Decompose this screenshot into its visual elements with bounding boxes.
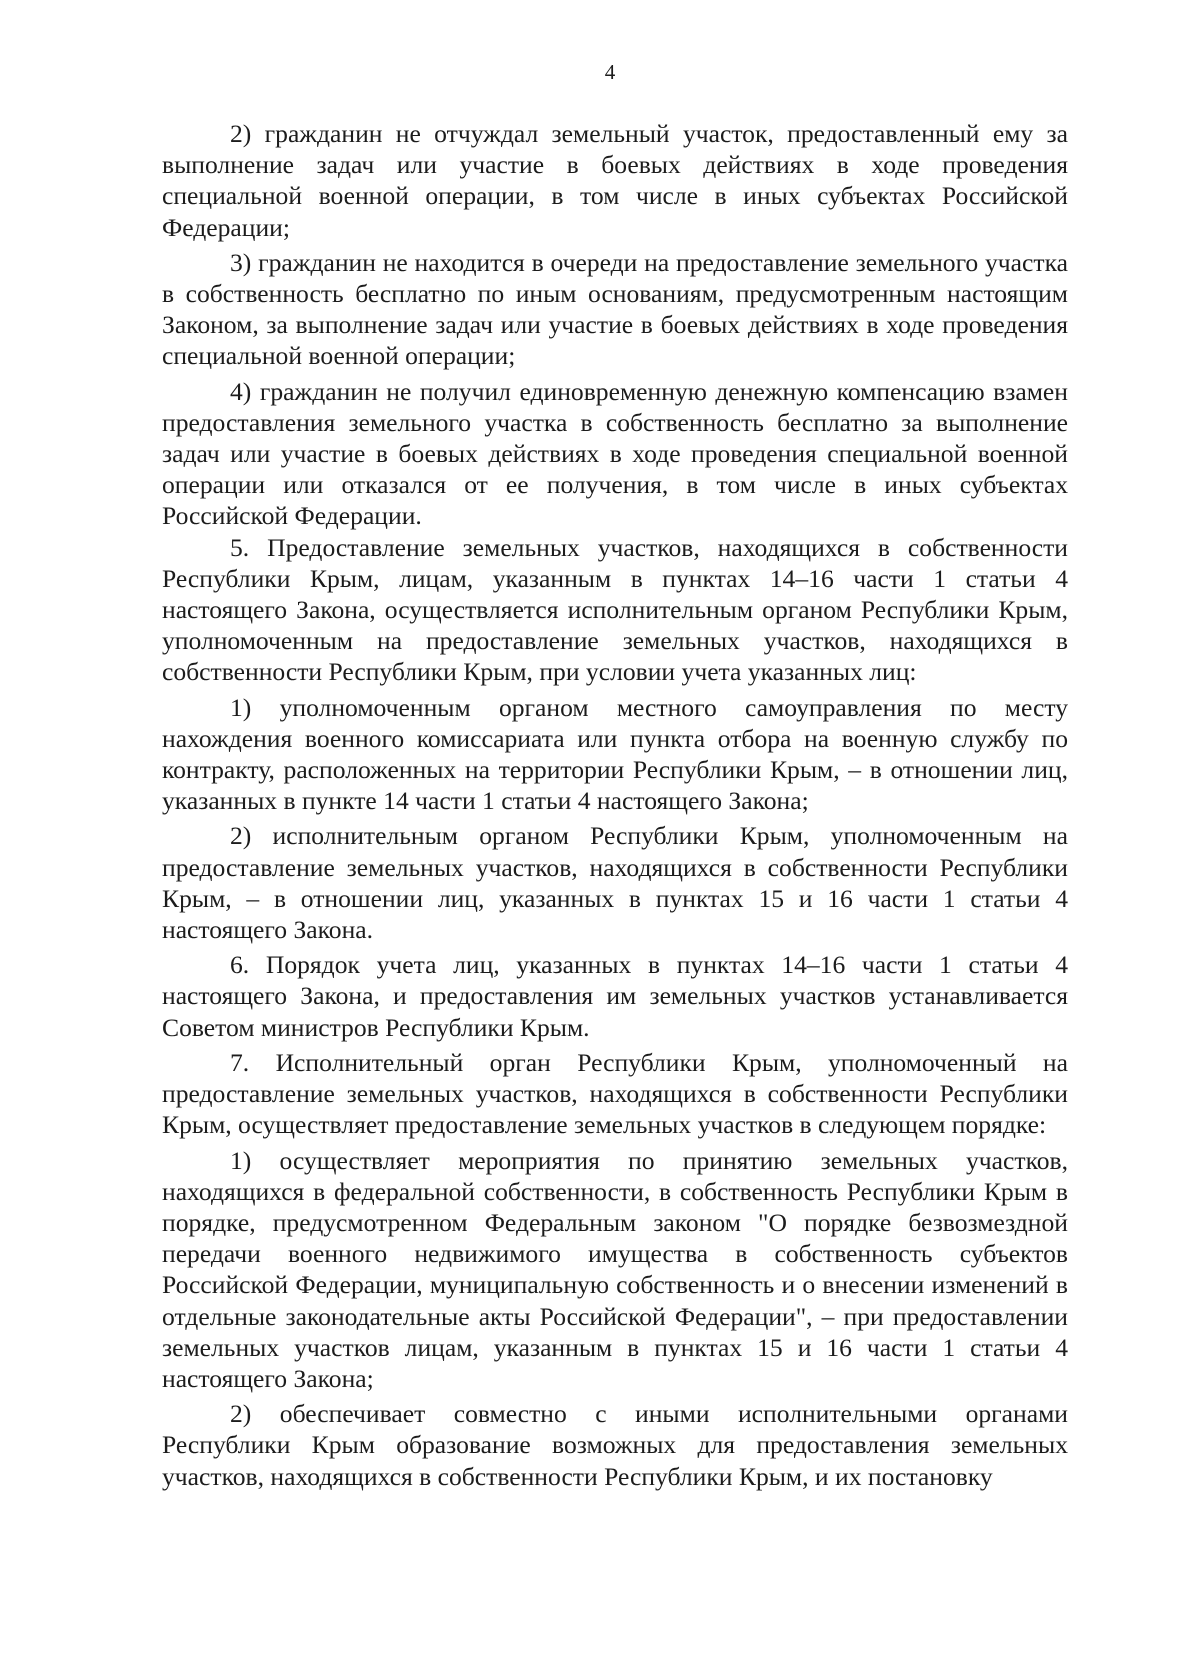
paragraph-item-2: 2) гражданин не отчуждал земельный участок, предоставленный ему за выполнение задач или участие в боевых действиях в ходе проведения специальной военной операции, в том числе в иных субъектах Российской Федерации; [162, 119, 1068, 242]
paragraph-clause-7-item-1: 1) осуществляет мероприятия по принятию земельных участков, находящихся в федеральной собственности, в собственность Республики Крым в порядке, предусмотренном Федеральным законом "О порядке безвозмездной передачи военного недвижимого имущества в собственность субъектов Российской Федерации, муниципальную собственность и о внесении изменений в отдельные законодательные акты Российской Федерации", – при предоставлении земельных участков лицам, указанным в пунктах 15 и 16 части 1 статьи 4 настоящего Закона; [162, 1145, 1068, 1393]
paragraph-clause-5-item-2: 2) исполнительным органом Республики Крым, уполномоченным на предоставление земельных участков, находящихся в собственности Республики Крым, – в отношении лиц, указанных в пунктах 15 и 16 части 1 статьи 4 настоящего Закона. [162, 821, 1068, 945]
paragraph-item-3: 3) гражданин не находится в очереди на предоставление земельного участка в собственность бесплатно по иным основаниям, предусмотренным настоящим Законом, за выполнение задач или участие в боевых действиях в ходе проведения специальной военной операции; [162, 247, 1068, 371]
paragraph-clause-5: 5. Предоставление земельных участков, находящихся в собственности Республики Крым, лицам, указанным в пунктах 14–16 части 1 статьи 4 настоящего Закона, осуществляется исполнительным органом Республики Крым, уполномоченным на предоставление земельных участков, находящихся в собственности Республики Крым, при условии учета указанных лиц: [162, 532, 1068, 687]
paragraph-clause-7: 7. Исполнительный орган Республики Крым, уполномоченный на предоставление земельных участков, находящихся в собственности Республики Крым, осуществляет предоставление земельных участков в следующем порядке: [162, 1047, 1068, 1140]
page-number: 4 [604, 60, 616, 84]
paragraph-clause-6: 6. Порядок учета лиц, указанных в пунктах 14–16 части 1 статьи 4 настоящего Закона, и предоставления им земельных участков устанавливается Советом министров Республики Крым. [162, 950, 1068, 1042]
document-body [162, 118, 1068, 1492]
paragraph-item-4: 4) гражданин не получил единовременную денежную компенсацию взамен предоставления земельного участка в собственность бесплатно за выполнение задач или участие в боевых действиях в ходе проведения специальной военной операции или отказался от ее получения, в том числе в иных субъектах Российской Федерации. [162, 376, 1068, 531]
paragraph-clause-5-item-1: 1) уполномоченным органом местного самоуправления по месту нахождения военного комиссариата или пункта отбора на военную службу по контракту, расположенных на территории Республики Крым, – в отношении лиц, указанных в пункте 14 части 1 статьи 4 настоящего Закона; [162, 692, 1068, 816]
paragraph-clause-7-item-2: 2) обеспечивает совместно с иными исполнительными органами Республики Крым образование возможных для предоставления земельных участков, находящихся в собственности Республики Крым, и их постановку [162, 1399, 1068, 1491]
